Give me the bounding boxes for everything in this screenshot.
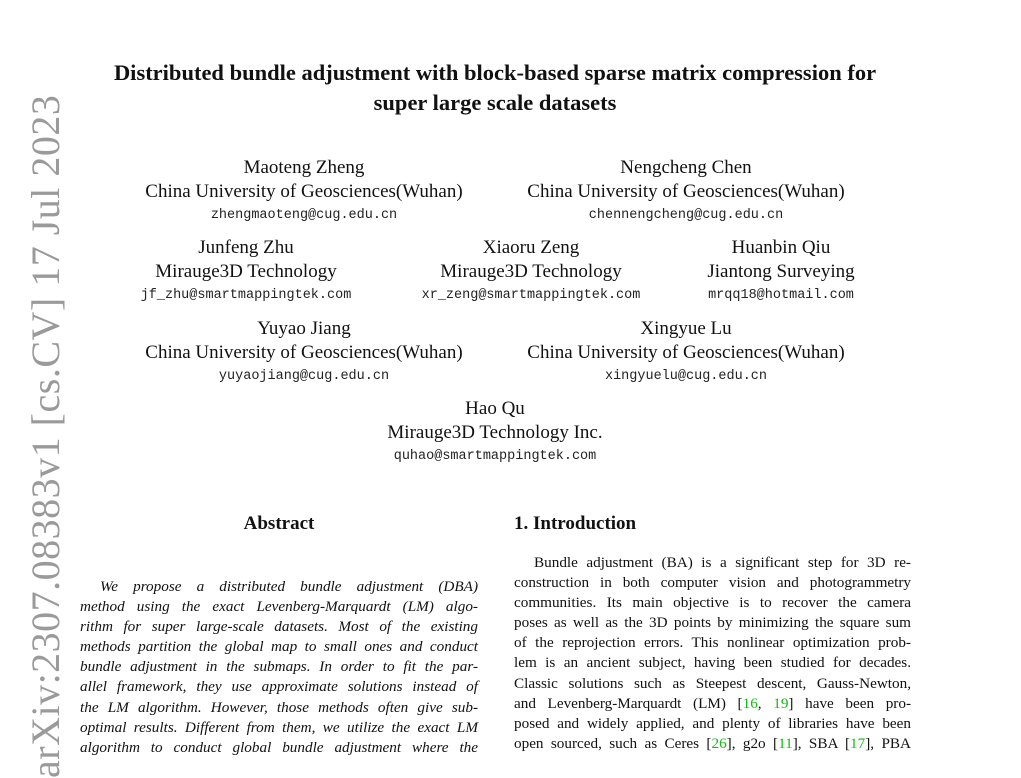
abstract-heading: Abstract: [243, 513, 315, 534]
author-name: Nengcheng Chen: [620, 157, 752, 178]
citation-link[interactable]: 26: [711, 734, 727, 752]
intro-text-fragment: ], g2o [: [726, 734, 779, 752]
author-affiliation: Mirauge3D Technology: [440, 260, 622, 282]
author-email[interactable]: xr_zeng@smartmappingtek.com: [421, 288, 641, 303]
author-name: Huanbin Qiu: [731, 237, 831, 258]
abstract-line: bundle adjustment in the submaps. In order to fit the par-: [80, 658, 478, 676]
intro-line: construction in both computer vision and photogrammetry: [514, 574, 911, 592]
abstract-line: method using the exact Levenberg-Marquardt (LM) algo-: [80, 598, 478, 616]
intro-text-fragment: ] have been pro-: [788, 694, 912, 712]
author-affiliation: Mirauge3D Technology: [155, 260, 337, 282]
title-line-1: Distributed bundle adjustment with block-based sparse matrix compression for: [113, 60, 877, 85]
author-name: Xiaoru Zeng: [482, 237, 580, 258]
author-name: Junfeng Zhu: [198, 237, 294, 258]
intro-line: Classic solutions such as Steepest descent, Gauss-Newton,: [514, 674, 911, 692]
author-name: Yuyao Jiang: [257, 318, 351, 339]
author-email[interactable]: zhengmaoteng@cug.edu.cn: [210, 208, 398, 223]
abstract-text: [80, 577, 478, 758]
author-email[interactable]: jf_zhu@smartmappingtek.com: [140, 288, 352, 303]
citation-link[interactable]: 17: [850, 734, 866, 752]
abstract-line: algorithm to conduct global bundle adjustment where the: [80, 738, 478, 756]
author-block: [396, 236, 666, 309]
citation-link[interactable]: 11: [778, 734, 793, 752]
intro-text-fragment: ], SBA [: [792, 734, 851, 752]
author-name: Maoteng Zheng: [243, 157, 365, 178]
intro-line: lem is an ancient subject, having been studied for decades.: [514, 654, 911, 672]
arxiv-stamp: arXiv:2307.08383v1 [cs.CV] 17 Jul 2023: [23, 94, 68, 778]
author-email[interactable]: quhao@smartmappingtek.com: [393, 449, 597, 464]
author-affiliation: Mirauge3D Technology Inc.: [387, 421, 603, 443]
intro-line: communities. Its main objective is to recover the camera: [514, 594, 911, 612]
abstract-line: rithm for super large-scale datasets. Most of the existing: [80, 618, 478, 636]
title-line-2: super large scale datasets: [373, 90, 617, 115]
abstract-line: allel framework, they use approximate solutions instead of: [80, 678, 478, 696]
author-affiliation: Jiantong Surveying: [707, 260, 855, 282]
intro-text-fragment: and Levenberg-Marquardt (LM) [: [514, 694, 743, 712]
author-block: [116, 236, 376, 309]
author-email[interactable]: xingyuelu@cug.edu.cn: [604, 369, 768, 384]
intro-text-fragment: open sourced, such as Ceres [: [514, 734, 712, 752]
author-email[interactable]: mrqq18@hotmail.com: [708, 288, 854, 303]
author-email[interactable]: yuyaojiang@cug.edu.cn: [218, 369, 390, 384]
intro-text: [514, 553, 911, 754]
author-affiliation: China University of Geosciences(Wuhan): [145, 180, 463, 202]
intro-line: of the reprojection errors. This nonlinear optimization prob-: [514, 634, 911, 652]
intro-line: [514, 734, 911, 754]
author-affiliation: China University of Geosciences(Wuhan): [145, 341, 463, 363]
paper-title: [60, 58, 930, 118]
intro-line: Bundle adjustment (BA) is a significant step for 3D re-: [534, 554, 911, 571]
abstract-line: methods partition the global map to small ones and conduct: [80, 638, 478, 656]
author-name: Xingyue Lu: [640, 318, 732, 339]
author-block: [124, 317, 484, 390]
citation-link[interactable]: 19: [773, 694, 789, 712]
intro-text-fragment: ], PBA: [865, 734, 911, 752]
abstract-line: We propose a distributed bundle adjustment (DBA): [100, 578, 478, 595]
intro-line: [514, 694, 911, 714]
author-block: [345, 397, 645, 470]
abstract-line: the LM algorithm. However, those methods often give sub-: [80, 698, 478, 716]
author-block: [686, 236, 876, 309]
author-name: Hao Qu: [465, 398, 525, 419]
author-block: [506, 156, 866, 229]
abstract-line: optimal results. Different from them, we utilize the exact LM: [80, 718, 478, 736]
author-affiliation: China University of Geosciences(Wuhan): [527, 180, 845, 202]
author-block: [124, 156, 484, 229]
author-block: [506, 317, 866, 390]
intro-line: posed and widely applied, and plenty of libraries have been: [514, 714, 911, 732]
intro-heading: 1. Introduction: [514, 513, 637, 534]
intro-text-fragment: ,: [757, 694, 774, 712]
intro-line: poses as well as the 3D points by minimizing the square sum: [514, 614, 911, 632]
citation-link[interactable]: 16: [742, 694, 758, 712]
author-affiliation: China University of Geosciences(Wuhan): [527, 341, 845, 363]
author-email[interactable]: chennengcheng@cug.edu.cn: [588, 208, 784, 223]
